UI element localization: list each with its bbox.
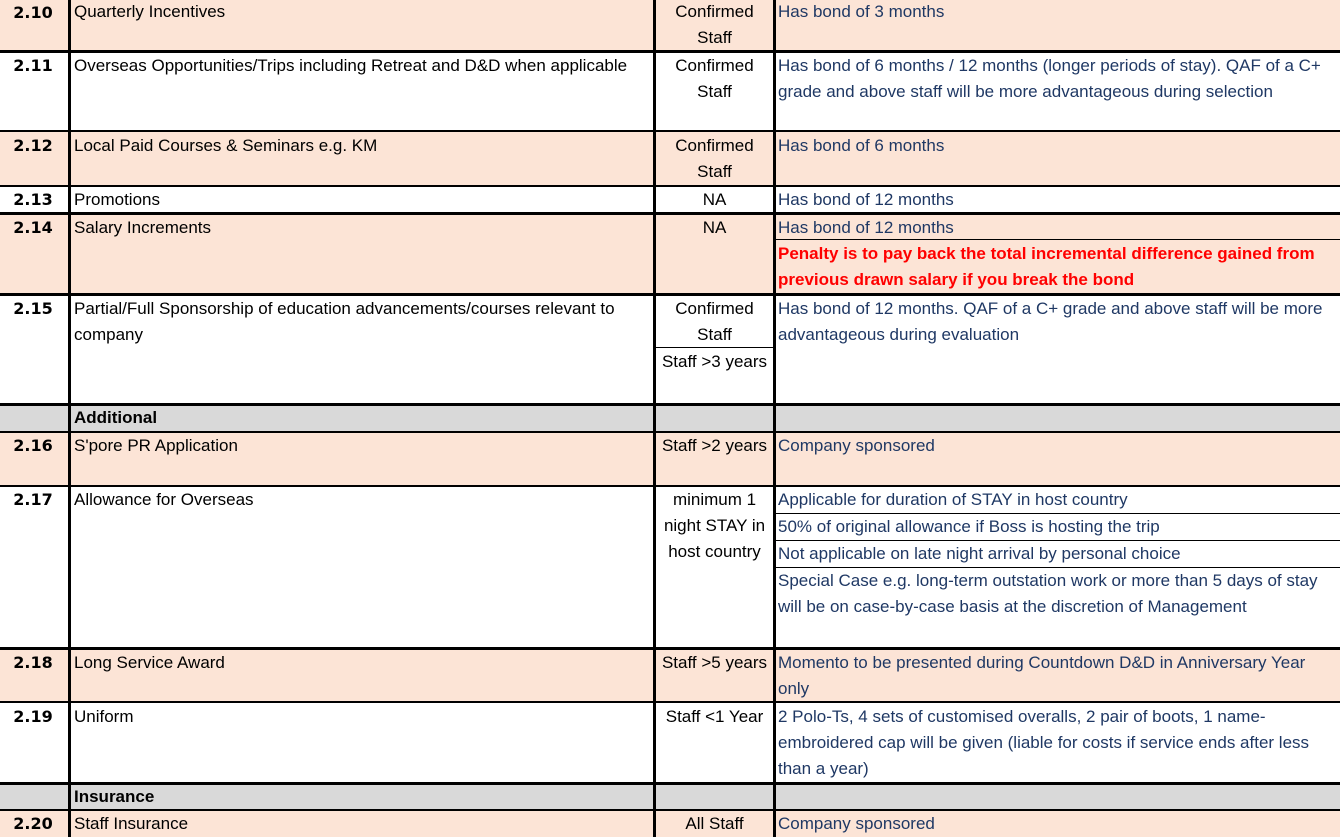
benefit-description: Overseas Opportunities/Trips including Retreat and D&D when applicable <box>74 56 628 75</box>
column-border <box>773 0 776 837</box>
benefit-description: Long Service Award <box>74 653 225 672</box>
eligibility: Confirmed Staff <box>675 299 754 344</box>
row-number: 2.16 <box>13 436 53 455</box>
remarks: Has bond of 6 months <box>778 136 945 155</box>
benefit-description: Partial/Full Sponsorship of education advancements/courses relevant to company <box>74 299 615 344</box>
row-number: 2.13 <box>13 190 53 209</box>
row-border <box>0 130 1340 132</box>
row-number: 2.20 <box>13 814 53 833</box>
remarks: Has bond of 12 months. QAF of a C+ grade and above staff will be more advantageous during evaluation <box>778 299 1323 344</box>
remarks: Not applicable on late night arrival by personal choice <box>778 544 1181 563</box>
remarks: Company sponsored <box>778 814 935 833</box>
eligibility: NA <box>702 190 727 209</box>
eligibility-alt: Staff >3 years <box>661 352 768 371</box>
benefit-description: Staff Insurance <box>74 814 189 833</box>
remarks: Company sponsored <box>778 436 935 455</box>
remarks: Applicable for duration of STAY in host country <box>778 490 1128 509</box>
benefit-description: S'pore PR Application <box>74 436 238 455</box>
column-border <box>68 0 71 837</box>
penalty-note: Penalty is to pay back the total incremental difference gained from previous drawn salary if you break the bond <box>778 244 1315 289</box>
eligibility: All Staff <box>685 814 744 833</box>
benefit-description: Allowance for Overseas <box>74 490 254 509</box>
eligibility: Confirmed Staff <box>675 56 754 101</box>
row-number: 2.11 <box>13 56 53 75</box>
row-number: 2.18 <box>13 653 53 672</box>
eligibility: Staff >5 years <box>661 653 768 672</box>
eligibility: minimum 1 night STAY in host country <box>663 490 766 561</box>
row-number: 2.12 <box>13 136 53 155</box>
eligibility: Staff <1 Year <box>665 707 764 726</box>
eligibility: Confirmed Staff <box>675 136 754 181</box>
row-number: 2.17 <box>13 490 53 509</box>
remarks: Has bond of 12 months <box>778 218 954 237</box>
eligibility: Confirmed Staff <box>675 2 754 47</box>
remarks: Special Case e.g. long-term outstation work or more than 5 days of stay will be on case-by-case basis at the discretion of Management <box>778 571 1318 616</box>
remarks: Has bond of 3 months <box>778 2 945 21</box>
benefit-description: Uniform <box>74 707 134 726</box>
benefit-description: Local Paid Courses & Seminars e.g. KM <box>74 136 378 155</box>
benefit-description: Quarterly Incentives <box>74 2 226 21</box>
benefit-description: Salary Increments <box>74 218 211 237</box>
benefit-description: Promotions <box>74 190 160 209</box>
row-number: 2.19 <box>13 707 53 726</box>
remarks: Has bond of 12 months <box>778 190 954 209</box>
row-number: 2.10 <box>13 3 53 22</box>
row-number: 2.15 <box>13 299 53 318</box>
eligibility: NA <box>702 218 727 237</box>
remarks: Has bond of 6 months / 12 months (longer periods of stay). QAF of a C+ grade and above staff will be more advantageous during selection <box>778 56 1321 101</box>
remarks: Momento to be presented during Countdown D&D in Anniversary Year only <box>778 653 1306 698</box>
remarks: 2 Polo-Ts, 4 sets of customised overalls, 2 pair of boots, 1 name-embroidered cap will be given (liable for costs if service ends after less than a year) <box>778 707 1310 778</box>
section-title-additional: Additional <box>74 408 158 427</box>
section-title-insurance: Insurance <box>74 787 155 806</box>
remarks: 50% of original allowance if Boss is hosting the trip <box>778 517 1160 536</box>
eligibility: Staff >2 years <box>661 436 768 455</box>
row-number: 2.14 <box>13 218 53 237</box>
